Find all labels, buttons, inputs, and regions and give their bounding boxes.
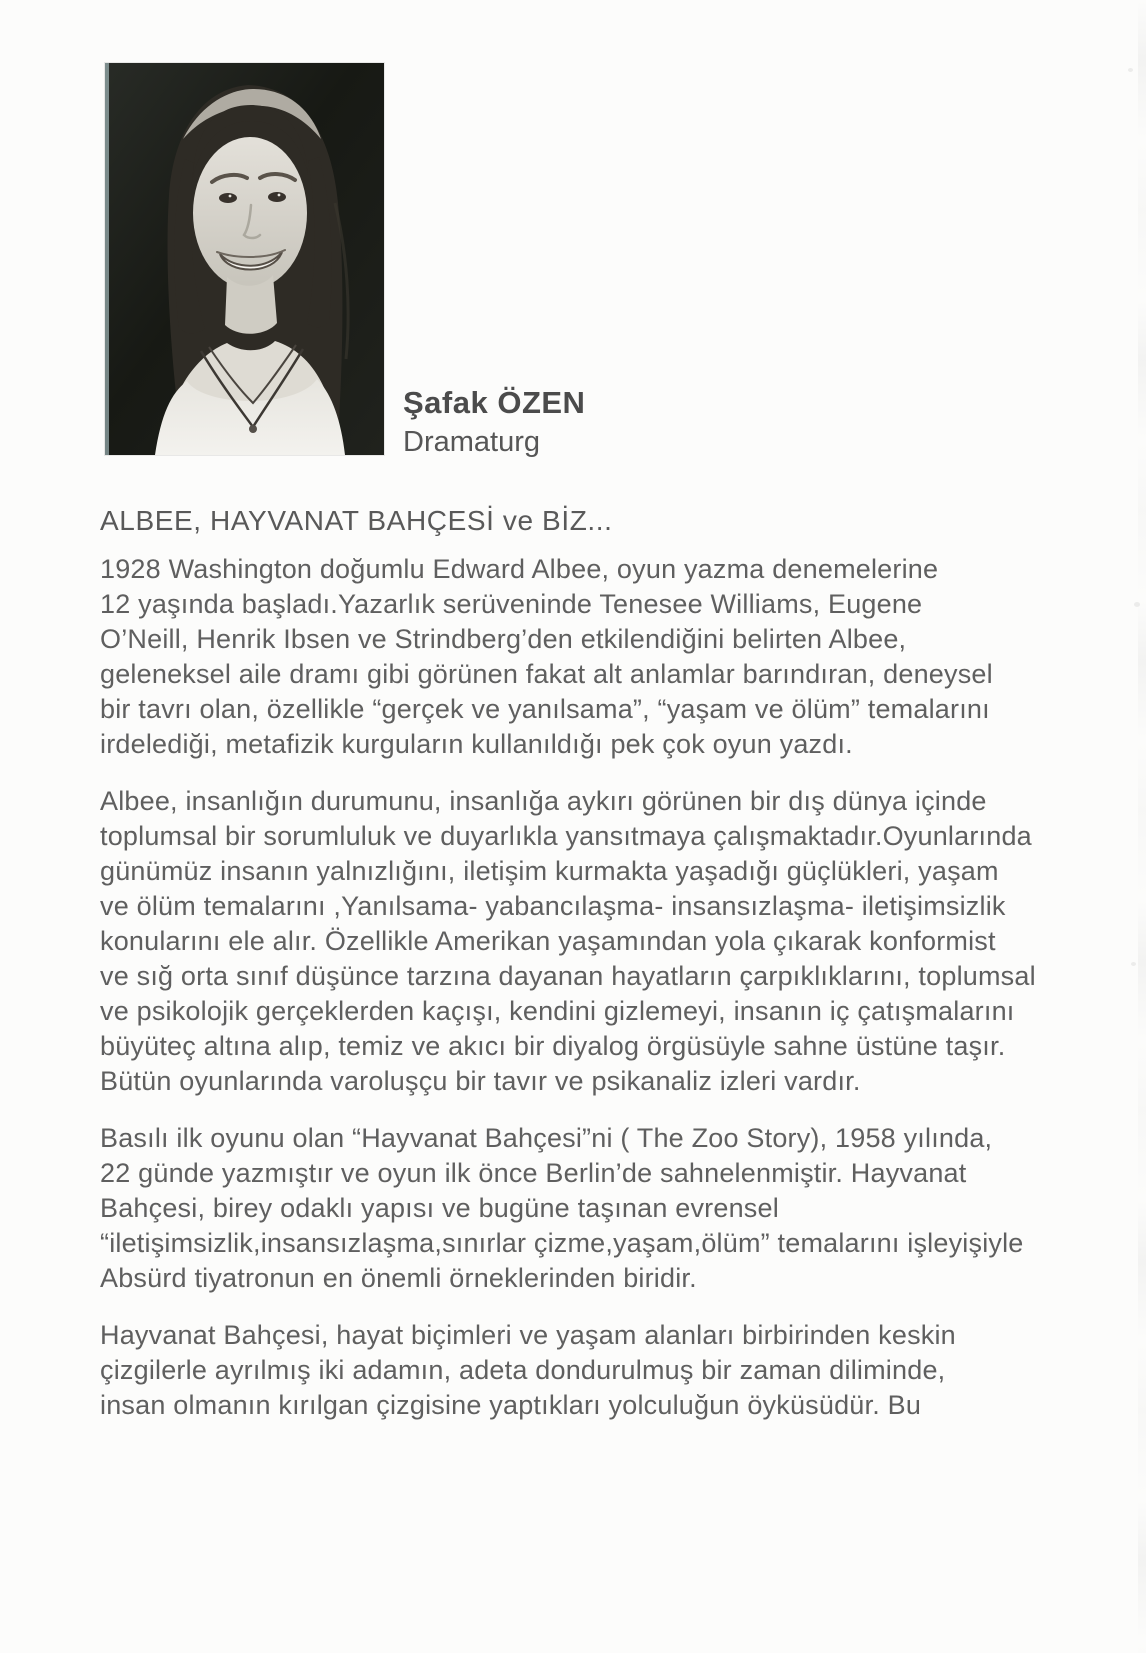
article-heading: ALBEE, HAYVANAT BAHÇESİ ve BİZ...	[100, 505, 613, 536]
person-role: Dramaturg	[403, 426, 540, 458]
portrait-photo-image	[105, 63, 384, 455]
byline	[403, 383, 585, 461]
article-paragraph-2: Albee, insanlığın durumunu, insanlığa aykırı görünen bir dış dünya içinde toplumsal bir sorumluluk ve duyarlıkla yansıtmaya çalışmaktadır.Oyunlarında günümüz insanın yalnızlığını, iletişim kurmakta yaşadığı güçlükleri, yaşam ve ölüm temalarını ,Yanılsama- yabancılaşma- insansızlaşma- iletişimsizlik konularını ele alır. Özellikle Amerikan yaşamından yola çıkarak konformist ve sığ orta sınıf düşünce tarzına dayanan hayatların çarpıklıklarını, toplumsal ve psikolojik gerçeklerden kaçışı, kendini gizlemeyi, insanın iç çatışmalarını büyüteç altına alıp, temiz ve akıcı bir diyalog örgüsüyle sahne üstüne taşır. Bütün oyunlarında varoluşçu bir tavır ve psikanaliz izleri vardır.	[100, 786, 1036, 1096]
person-name: Şafak ÖZEN	[403, 385, 586, 420]
scan-artifact-speck	[1128, 68, 1133, 72]
portrait-photo	[105, 63, 384, 455]
article-paragraph-4: Hayvanat Bahçesi, hayat biçimleri ve yaşam alanları birbirinden keskin çizgilerle ayrılmış iki adamın, adeta dondurulmuş bir zaman diliminde, insan olmanın kırılgan çizgisine yaptıkları yolculuğun öyküsüdür. Bu	[100, 1320, 956, 1420]
scan-artifact-speck	[1134, 602, 1140, 607]
article	[100, 502, 1110, 1445]
article-paragraph-3: Basılı ilk oyunu olan “Hayvanat Bahçesi”ni ( The Zoo Story), 1958 yılında, 22 günde yazmıştır ve oyun ilk önce Berlin’de sahnelenmiştir. Hayvanat Bahçesi, birey odaklı yapısı ve bugüne taşınan evrensel “iletişimsizlik,insansızlaşma,sınırlar çizme,yaşam,ölüm” temalarını işleyişiyle Absürd tiyatronun en önemli örneklerinden biridir.	[100, 1123, 1024, 1293]
scan-artifact-edge	[1138, 0, 1146, 1653]
scan-artifact-speck	[1131, 962, 1136, 966]
article-paragraph-1: 1928 Washington doğumlu Edward Albee, oyun yazma denemelerine 12 yaşında başladı.Yazarlık serüveninde Tenesee Williams, Eugene O’Neill, Henrik Ibsen ve Strindberg’den etkilendiğini belirten Albee, geleneksel aile dramı gibi görünen fakat alt anlamlar barındıran, deneysel bir tavrı olan, özellikle “gerçek ve yanılsama”, “yaşam ve ölüm” temalarını irdelediği, metafizik kurguların kullanıldığı pek çok oyun yazdı.	[100, 554, 993, 759]
